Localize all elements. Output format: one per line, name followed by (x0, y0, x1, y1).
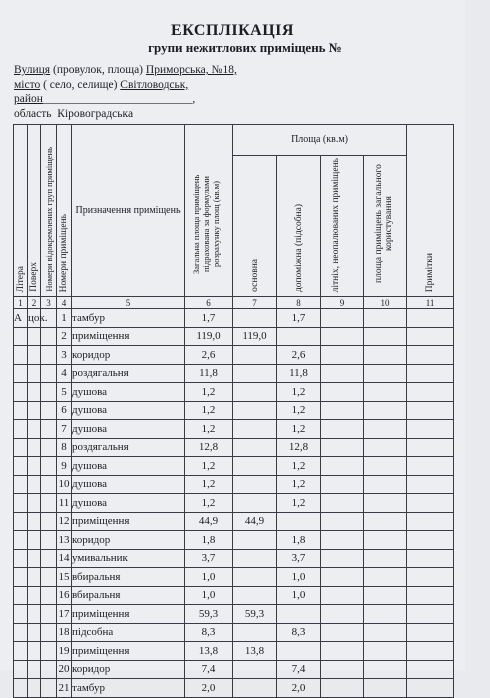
cell-common-area (364, 309, 407, 328)
table-row (14, 327, 454, 346)
cell-litera (14, 512, 28, 531)
cell-group (41, 531, 57, 550)
cell-purpose: душова (72, 475, 185, 494)
cell-aux-area: 1,7 (277, 309, 321, 328)
cell-main-area: 44,9 (233, 512, 277, 531)
cell-room-number: 18 (57, 623, 72, 642)
cell-summer-area (321, 420, 364, 439)
city-type: ( село, селище) (40, 79, 121, 91)
cell-aux-area: 12,8 (277, 438, 321, 457)
table-row (14, 401, 454, 420)
cell-room-number: 12 (57, 512, 72, 531)
cell-group (41, 364, 57, 383)
cell-room-number: 16 (57, 586, 72, 605)
cell-litera (14, 346, 28, 365)
cell-litera (14, 475, 28, 494)
column-number: 8 (277, 297, 321, 309)
cell-poverkh (28, 586, 41, 605)
cell-total-area: 11,8 (185, 364, 233, 383)
address-street-line (14, 64, 237, 76)
cell-summer-area (321, 586, 364, 605)
cell-group (41, 660, 57, 679)
column-number: 9 (321, 297, 364, 309)
cell-main-area (233, 346, 277, 365)
explication-table (13, 124, 454, 698)
table-row (14, 494, 454, 513)
cell-room-number: 4 (57, 364, 72, 383)
cell-room-number: 2 (57, 327, 72, 346)
cell-total-area: 59,3 (185, 605, 233, 624)
cell-summer-area (321, 623, 364, 642)
cell-main-area (233, 568, 277, 587)
cell-common-area (364, 494, 407, 513)
cell-litera (14, 679, 28, 698)
cell-room-number: 15 (57, 568, 72, 587)
cell-litera (14, 531, 28, 550)
cell-total-area: 1,0 (185, 568, 233, 587)
cell-group (41, 586, 57, 605)
cell-total-area: 1,2 (185, 420, 233, 439)
cell-common-area (364, 586, 407, 605)
cell-aux-area: 1,2 (277, 457, 321, 476)
cell-aux-area: 1,2 (277, 401, 321, 420)
cell-aux-area: 8,3 (277, 623, 321, 642)
cell-common-area (364, 401, 407, 420)
cell-summer-area (321, 494, 364, 513)
cell-purpose: коридор (72, 346, 185, 365)
cell-room-number: 20 (57, 660, 72, 679)
cell-aux-area (277, 642, 321, 661)
table-row (14, 475, 454, 494)
cell-litera (14, 364, 28, 383)
cell-common-area (364, 642, 407, 661)
address-city-line (14, 79, 188, 91)
cell-group (41, 475, 57, 494)
cell-poverkh (28, 383, 41, 402)
cell-summer-area (321, 346, 364, 365)
cell-aux-area: 1,2 (277, 475, 321, 494)
header-total-area: Загальна площа приміщень підрахована за формулами розрахунку площ (кв.м) (185, 125, 233, 297)
cell-main-area (233, 549, 277, 568)
cell-total-area: 1,7 (185, 309, 233, 328)
cell-purpose: підсобна (72, 623, 185, 642)
cell-group (41, 494, 57, 513)
cell-notes (407, 327, 454, 346)
cell-poverkh (28, 568, 41, 587)
column-number: 1 (14, 297, 28, 309)
cell-main-area (233, 586, 277, 605)
header-row-top (14, 125, 454, 156)
table-body (14, 309, 454, 698)
cell-notes (407, 605, 454, 624)
cell-common-area (364, 531, 407, 550)
cell-main-area (233, 457, 277, 476)
cell-notes (407, 623, 454, 642)
header-notes: Примітки (407, 125, 454, 297)
cell-group (41, 383, 57, 402)
header-purpose: Призначення приміщень (72, 125, 185, 297)
cell-notes (407, 549, 454, 568)
cell-notes (407, 364, 454, 383)
cell-group (41, 438, 57, 457)
cell-litera (14, 420, 28, 439)
cell-total-area: 1,2 (185, 475, 233, 494)
street-type: (провулок, площа) (50, 64, 146, 76)
cell-litera (14, 660, 28, 679)
cell-litera (14, 586, 28, 605)
cell-aux-area: 2,6 (277, 346, 321, 365)
cell-notes (407, 420, 454, 439)
cell-litera (14, 605, 28, 624)
cell-room-number: 11 (57, 494, 72, 513)
table-row (14, 309, 454, 328)
column-number: 7 (233, 297, 277, 309)
cell-total-area: 8,3 (185, 623, 233, 642)
cell-total-area: 7,4 (185, 660, 233, 679)
street-value: Приморська, №18, (145, 64, 237, 76)
column-number-row (14, 297, 454, 309)
cell-group (41, 679, 57, 698)
cell-notes (407, 531, 454, 550)
cell-room-number: 14 (57, 549, 72, 568)
cell-total-area: 1,2 (185, 457, 233, 476)
cell-notes (407, 512, 454, 531)
cell-main-area: 119,0 (233, 327, 277, 346)
cell-room-number: 8 (57, 438, 72, 457)
cell-main-area (233, 420, 277, 439)
cell-summer-area (321, 642, 364, 661)
cell-summer-area (321, 364, 364, 383)
cell-purpose: душова (72, 420, 185, 439)
cell-main-area (233, 309, 277, 328)
cell-group (41, 327, 57, 346)
cell-aux-area (277, 327, 321, 346)
cell-litera (14, 568, 28, 587)
cell-main-area (233, 364, 277, 383)
cell-aux-area: 1,0 (277, 568, 321, 587)
cell-purpose: приміщення (72, 327, 185, 346)
cell-purpose: роздягальня (72, 364, 185, 383)
cell-poverkh (28, 420, 41, 439)
cell-litera (14, 327, 28, 346)
column-number: 5 (72, 297, 185, 309)
cell-common-area (364, 549, 407, 568)
cell-litera (14, 383, 28, 402)
cell-poverkh (28, 549, 41, 568)
cell-aux-area (277, 605, 321, 624)
region-value: Кіровоградська (57, 108, 134, 120)
cell-aux-area: 1,2 (277, 494, 321, 513)
cell-room-number: 17 (57, 605, 72, 624)
cell-room-number: 1 (57, 309, 72, 328)
cell-room-number: 21 (57, 679, 72, 698)
cell-common-area (364, 605, 407, 624)
cell-notes (407, 475, 454, 494)
cell-main-area (233, 494, 277, 513)
cell-notes (407, 438, 454, 457)
cell-poverkh (28, 346, 41, 365)
cell-common-area (364, 679, 407, 698)
cell-purpose: приміщення (72, 512, 185, 531)
cell-poverkh (28, 327, 41, 346)
cell-aux-area: 7,4 (277, 660, 321, 679)
column-number: 4 (57, 297, 72, 309)
cell-room-number: 9 (57, 457, 72, 476)
cell-summer-area (321, 531, 364, 550)
cell-main-area (233, 679, 277, 698)
cell-total-area: 1,2 (185, 494, 233, 513)
cell-notes (407, 568, 454, 587)
cell-aux-area: 1,0 (277, 586, 321, 605)
cell-litera (14, 623, 28, 642)
cell-litera (14, 642, 28, 661)
street-label: Вулиця (14, 64, 51, 76)
cell-purpose: роздягальня (72, 438, 185, 457)
cell-summer-area (321, 383, 364, 402)
district-value: __________________________, (42, 93, 196, 105)
city-label: місто (14, 79, 41, 91)
cell-common-area (364, 420, 407, 439)
cell-notes (407, 586, 454, 605)
cell-purpose: тамбур (72, 309, 185, 328)
column-number: 2 (28, 297, 41, 309)
header-poverkh: Поверх (28, 125, 41, 297)
cell-main-area (233, 531, 277, 550)
cell-litera: А (14, 309, 28, 328)
cell-notes (407, 346, 454, 365)
cell-main-area (233, 660, 277, 679)
cell-summer-area (321, 401, 364, 420)
header-room-numbers: Номери приміщень (57, 125, 72, 297)
cell-main-area (233, 438, 277, 457)
cell-notes (407, 401, 454, 420)
address-district-line (14, 93, 195, 105)
cell-poverkh (28, 642, 41, 661)
cell-total-area: 13,8 (185, 642, 233, 661)
table-row (14, 457, 454, 476)
cell-aux-area: 1,2 (277, 420, 321, 439)
cell-poverkh (28, 401, 41, 420)
cell-main-area (233, 383, 277, 402)
table-row (14, 364, 454, 383)
cell-group (41, 512, 57, 531)
cell-notes (407, 642, 454, 661)
cell-summer-area (321, 605, 364, 624)
cell-common-area (364, 512, 407, 531)
table-row (14, 660, 454, 679)
cell-main-area (233, 475, 277, 494)
cell-main-area (233, 623, 277, 642)
cell-group (41, 549, 57, 568)
cell-notes (407, 309, 454, 328)
document-subtitle: групи нежитлових приміщень № (148, 40, 342, 55)
header-group-numbers: Номери відокремлених груп приміщень (41, 125, 57, 297)
cell-poverkh (28, 457, 41, 476)
cell-purpose: приміщення (72, 642, 185, 661)
cell-main-area (233, 401, 277, 420)
cell-poverkh (28, 605, 41, 624)
cell-poverkh (28, 679, 41, 698)
header-summer: літніх, неопалюваних приміщень (321, 156, 364, 297)
cell-litera (14, 494, 28, 513)
cell-litera (14, 549, 28, 568)
table-row (14, 512, 454, 531)
cell-poverkh (28, 623, 41, 642)
cell-aux-area: 11,8 (277, 364, 321, 383)
cell-group (41, 568, 57, 587)
cell-litera (14, 457, 28, 476)
cell-group (41, 457, 57, 476)
cell-total-area: 1,2 (185, 383, 233, 402)
cell-total-area: 12,8 (185, 438, 233, 457)
header-auxiliary: допоміжна (підсобна) (277, 156, 321, 297)
cell-common-area (364, 568, 407, 587)
cell-common-area (364, 660, 407, 679)
table-row (14, 586, 454, 605)
header-litera: Літера (14, 125, 28, 297)
cell-aux-area: 2,0 (277, 679, 321, 698)
cell-poverkh (28, 494, 41, 513)
cell-purpose: приміщення (72, 605, 185, 624)
cell-purpose: вбиральня (72, 586, 185, 605)
table-row (14, 568, 454, 587)
cell-total-area: 1,8 (185, 531, 233, 550)
cell-purpose: душова (72, 457, 185, 476)
table-row (14, 531, 454, 550)
cell-summer-area (321, 457, 364, 476)
cell-litera (14, 401, 28, 420)
cell-poverkh (28, 364, 41, 383)
cell-summer-area (321, 568, 364, 587)
cell-poverkh: цок. (28, 309, 41, 328)
column-number: 6 (185, 297, 233, 309)
cell-room-number: 19 (57, 642, 72, 661)
cell-aux-area: 1,2 (277, 383, 321, 402)
cell-notes (407, 494, 454, 513)
cell-group (41, 642, 57, 661)
table-row (14, 438, 454, 457)
cell-summer-area (321, 309, 364, 328)
cell-summer-area (321, 660, 364, 679)
cell-group (41, 401, 57, 420)
cell-summer-area (321, 327, 364, 346)
cell-poverkh (28, 512, 41, 531)
cell-common-area (364, 475, 407, 494)
cell-summer-area (321, 549, 364, 568)
column-number: 3 (41, 297, 57, 309)
cell-notes (407, 457, 454, 476)
cell-summer-area (321, 679, 364, 698)
cell-main-area: 13,8 (233, 642, 277, 661)
cell-aux-area: 3,7 (277, 549, 321, 568)
district-label: район (14, 93, 43, 105)
region-label: область (14, 108, 52, 120)
cell-common-area (364, 623, 407, 642)
document-title: ЕКСПЛІКАЦІЯ (171, 22, 294, 39)
cell-room-number: 13 (57, 531, 72, 550)
cell-purpose: вбиральня (72, 568, 185, 587)
cell-poverkh (28, 438, 41, 457)
cell-purpose: коридор (72, 531, 185, 550)
cell-common-area (364, 438, 407, 457)
cell-purpose: душова (72, 401, 185, 420)
header-common: площа приміщень загального користування (364, 156, 407, 297)
cell-aux-area: 1,8 (277, 531, 321, 550)
cell-total-area: 44,9 (185, 512, 233, 531)
table-row (14, 420, 454, 439)
table-row (14, 549, 454, 568)
cell-purpose: тамбур (72, 679, 185, 698)
cell-total-area: 2,0 (185, 679, 233, 698)
header-area-group: Площа (кв.м) (233, 125, 407, 156)
cell-poverkh (28, 531, 41, 550)
cell-room-number: 7 (57, 420, 72, 439)
cell-purpose: коридор (72, 660, 185, 679)
address-region-line (14, 108, 133, 120)
cell-group (41, 605, 57, 624)
cell-purpose: душова (72, 494, 185, 513)
cell-room-number: 6 (57, 401, 72, 420)
cell-notes (407, 660, 454, 679)
cell-purpose: умивальник (72, 549, 185, 568)
table-row (14, 383, 454, 402)
cell-total-area: 3,7 (185, 549, 233, 568)
table-row (14, 346, 454, 365)
cell-group (41, 420, 57, 439)
table-row (14, 623, 454, 642)
cell-group (41, 623, 57, 642)
cell-common-area (364, 346, 407, 365)
cell-summer-area (321, 438, 364, 457)
table-row (14, 679, 454, 698)
table-row (14, 605, 454, 624)
table-row (14, 642, 454, 661)
cell-purpose: душова (72, 383, 185, 402)
city-value: Світловодськ, (120, 79, 189, 91)
column-number: 10 (364, 297, 407, 309)
cell-summer-area (321, 512, 364, 531)
cell-common-area (364, 457, 407, 476)
cell-common-area (364, 364, 407, 383)
cell-notes (407, 679, 454, 698)
cell-room-number: 3 (57, 346, 72, 365)
cell-total-area: 119,0 (185, 327, 233, 346)
cell-group (41, 346, 57, 365)
cell-total-area: 1,2 (185, 401, 233, 420)
header-main: основна (233, 156, 277, 297)
cell-common-area (364, 327, 407, 346)
column-number: 11 (407, 297, 454, 309)
cell-notes (407, 383, 454, 402)
cell-room-number: 5 (57, 383, 72, 402)
cell-poverkh (28, 660, 41, 679)
cell-summer-area (321, 475, 364, 494)
cell-litera (14, 438, 28, 457)
cell-aux-area (277, 512, 321, 531)
cell-total-area: 1,0 (185, 586, 233, 605)
cell-main-area: 59,3 (233, 605, 277, 624)
cell-total-area: 2,6 (185, 346, 233, 365)
cell-poverkh (28, 475, 41, 494)
cell-common-area (364, 383, 407, 402)
cell-room-number: 10 (57, 475, 72, 494)
